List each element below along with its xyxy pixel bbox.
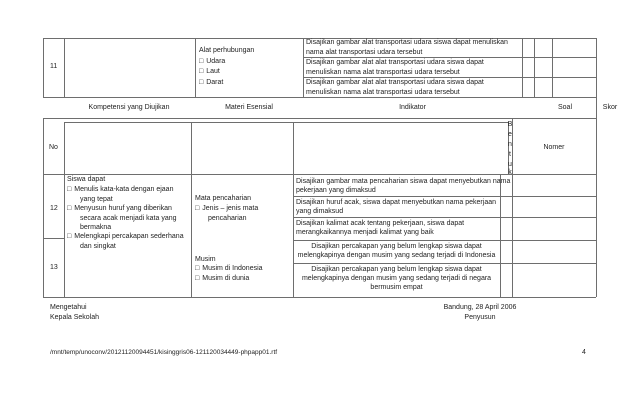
kompetensi-item-cont: bermakna [80,224,112,231]
kompetensi-item-cont: secara acak menjadi kata yang [80,215,177,222]
kompetensi-item-cont: dan singkat [80,243,116,250]
row11-materi-item: □ Darat [199,78,223,88]
row11-number: 11 [50,63,58,70]
kompetensi-item: □ Melengkapi percakapan sederhana [67,232,184,242]
footer-path: /mnt/temp/unoconv/20121120094451/kisinggris06-121120034449-phpapp01.rtf [50,349,278,356]
row11-indikator: Disajikan gambar alat alat transportasi udara siswa dapat menuliskan nama alat transportasi udara tersebut [306,59,484,76]
row12-indikator: merangkaikannya menjadi kalimat yang baik [296,229,434,236]
header-bentuk-letter: u [508,161,512,168]
row13-materi-item: □ Musim di Indonesia [195,264,263,274]
row11-materi-item: □ Laut [199,67,220,77]
kompetensi-item-cont: yang tepat [80,196,113,203]
kompetensi-title: Siswa dapat [67,176,106,183]
row12-indikator: pekerjaan yang dimaksud [296,187,376,194]
header-indikator: Indikator [399,104,426,111]
header-materi: Materi Esensial [225,104,273,111]
row13-materi-item: □ Musim di dunia [195,274,249,284]
row13-indikator: Disajikan percakapan yang belum lengkap siswa dapat [311,243,482,250]
header-skor: Skor [602,104,618,111]
row12-materi-title: Mata pencaharian [195,195,252,202]
signature-right: Penyusun [464,314,496,321]
signature-date: Bandung, 28 April 2006 [443,304,517,311]
header-bentuk-letter: t [509,151,511,158]
row12-materi-item: □ Jenis – jenis mata [195,204,258,214]
row13-indikator: melengkapinya dengan musim yang sedang terjadi di negara [301,275,492,282]
row12-number: 12 [50,205,58,212]
header-soal: Soal [557,104,572,111]
row13-indikator: melengkapinya dengan musim yang sedang terjadi di Indonesia [297,252,496,259]
row13-indikator: bermusim empat [370,284,423,291]
header-bentuk-letter: n [508,141,512,148]
row13-indikator: Disajikan percakapan yang belum lengkap siswa dapat [311,266,482,273]
header-kompetensi: Kompetensi yang Diujikan [88,104,170,111]
signature-left: Mengetahui [50,304,87,311]
header-bentuk-letter: B [507,121,513,128]
row12-materi-item-cont: pencaharian [208,215,247,222]
header-nomer: Nomer [543,144,565,151]
row12-indikator: yang dimaksud [296,208,344,215]
row12-indikator: Disajikan huruf acak, siswa dapat menyebutkan nama pekerjaan [296,199,497,206]
row13-number: 13 [50,264,58,271]
signature-left: Kepala Sekolah [50,314,100,321]
kompetensi-item: □ Menulis kata-kata dengan ejaan [67,185,173,195]
row11-materi-title: Alat perhubungan [199,47,255,54]
kompetensi-item: □ Menyusun huruf yang diberikan [67,204,172,214]
row12-indikator: Disajikan kalimat acak tentang pekerjaan, siswa dapat [296,220,465,227]
header-bentuk-letter: k [508,169,512,176]
header-bentuk-letter: e [508,131,512,138]
row11-materi-item: □ Udara [199,57,225,67]
row11-indikator: Disajikan gambar alat alat transportasi udara siswa dapat menuliskan nama alat transportasi udara tersebut [306,79,484,96]
row13-materi-title: Musim [195,256,216,263]
header-no: No [49,144,58,151]
page-number: 4 [582,349,586,356]
row11-indikator: Disajikan gambar alat transportasi udara siswa dapat menuliskan nama alat transportasi udara tersebut [306,39,508,56]
row12-indikator: Disajikan gambar mata pencaharian siswa dapat menyebutkan nama [296,178,511,185]
